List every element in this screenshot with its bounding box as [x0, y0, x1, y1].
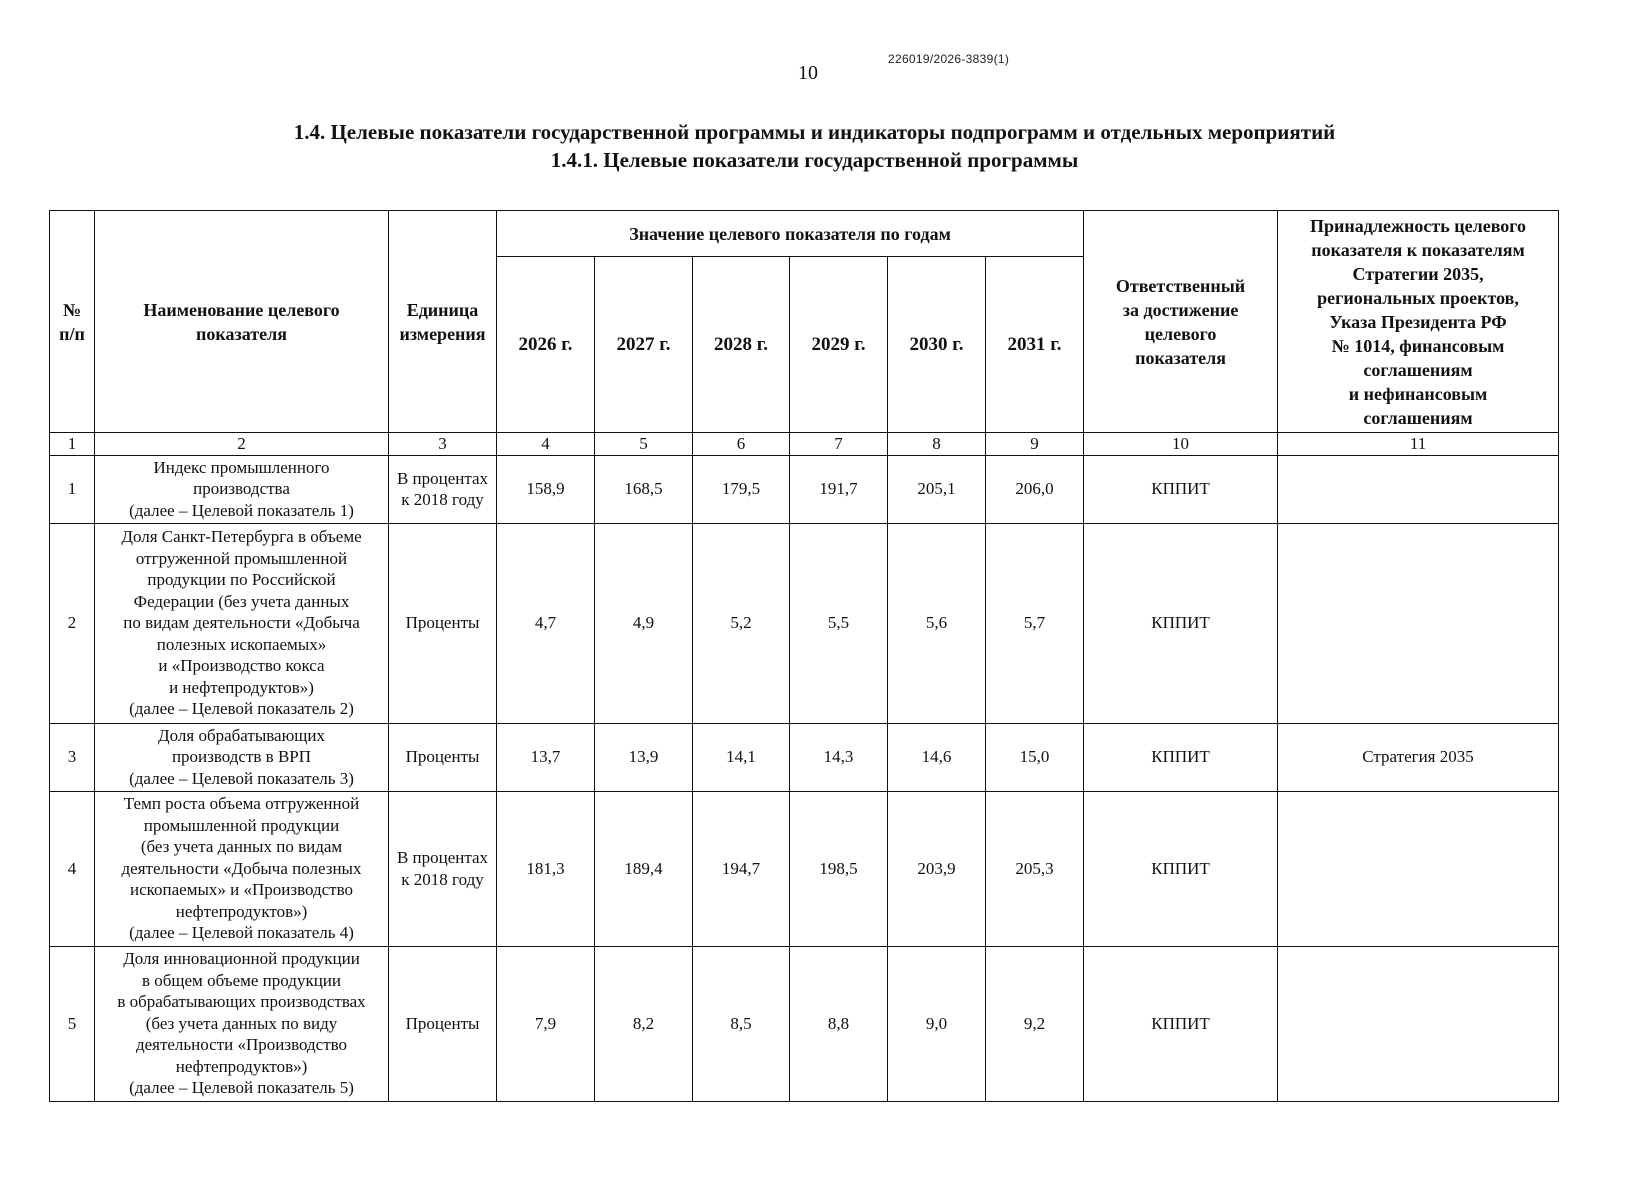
column-number: 10	[1084, 433, 1278, 456]
value-2031: 206,0	[986, 455, 1084, 523]
table-row	[50, 723, 1559, 791]
column-number: 2	[95, 433, 389, 456]
row-number: 5	[50, 946, 95, 1101]
column-number: 8	[888, 433, 986, 456]
column-number: 4	[497, 433, 595, 456]
value-2027: 13,9	[595, 723, 693, 791]
header-year: 2028 г.	[693, 257, 790, 433]
header-row-number: № п/п	[50, 211, 95, 433]
indicator-name: Индекс промышленного производства (далее – Целевой показатель 1)	[95, 455, 389, 523]
value-2027: 168,5	[595, 455, 693, 523]
header-indicator-name: Наименование целевого показателя	[95, 211, 389, 433]
value-2029: 14,3	[790, 723, 888, 791]
row-number: 3	[50, 723, 95, 791]
value-2030: 9,0	[888, 946, 986, 1101]
column-numbers-row	[50, 433, 1559, 456]
indicator-unit: Проценты	[389, 523, 497, 723]
column-number: 5	[595, 433, 693, 456]
column-number: 9	[986, 433, 1084, 456]
header-year: 2027 г.	[595, 257, 693, 433]
value-2029: 191,7	[790, 455, 888, 523]
indicator-name: Доля Санкт-Петербурга в объеме отгруженной промышленной продукции по Российской Федерации (без учета данных по видам деятельности «Добыча полезных ископаемых» и «Производство кокса и нефтепродуктов») (далее – Целевой показатель 2)	[95, 523, 389, 723]
affiliation	[1278, 791, 1559, 946]
value-2029: 5,5	[790, 523, 888, 723]
column-number: 3	[389, 433, 497, 456]
column-number: 6	[693, 433, 790, 456]
column-number: 1	[50, 433, 95, 456]
document-registration-code: 226019/2026-3839(1)	[888, 52, 1010, 66]
value-2031: 5,7	[986, 523, 1084, 723]
row-number: 4	[50, 791, 95, 946]
value-2027: 189,4	[595, 791, 693, 946]
indicator-unit: Проценты	[389, 946, 497, 1101]
value-2029: 198,5	[790, 791, 888, 946]
responsible-body: КППИТ	[1084, 791, 1278, 946]
table-row	[50, 791, 1559, 946]
indicator-name: Доля инновационной продукции в общем объеме продукции в обрабатывающих производствах (без учета данных по виду деятельности «Производство нефтепродуктов») (далее – Целевой показатель 5)	[95, 946, 389, 1101]
affiliation: Стратегия 2035	[1278, 723, 1559, 791]
responsible-body: КППИТ	[1084, 455, 1278, 523]
header-values-by-year: Значение целевого показателя по годам	[497, 211, 1084, 257]
affiliation	[1278, 455, 1559, 523]
header-responsible: Ответственный за достижение целевого показателя	[1084, 211, 1278, 433]
responsible-body: КППИТ	[1084, 723, 1278, 791]
affiliation	[1278, 523, 1559, 723]
value-2031: 9,2	[986, 946, 1084, 1101]
header-year: 2029 г.	[790, 257, 888, 433]
value-2028: 5,2	[693, 523, 790, 723]
indicator-unit: В процентах к 2018 году	[389, 791, 497, 946]
responsible-body: КППИТ	[1084, 946, 1278, 1101]
value-2028: 8,5	[693, 946, 790, 1101]
value-2028: 179,5	[693, 455, 790, 523]
responsible-body: КППИТ	[1084, 523, 1278, 723]
indicator-name: Доля обрабатывающих производств в ВРП (далее – Целевой показатель 3)	[95, 723, 389, 791]
value-2027: 8,2	[595, 946, 693, 1101]
header-year: 2030 г.	[888, 257, 986, 433]
value-2030: 205,1	[888, 455, 986, 523]
row-number: 1	[50, 455, 95, 523]
indicator-unit: В процентах к 2018 году	[389, 455, 497, 523]
value-2031: 15,0	[986, 723, 1084, 791]
indicator-unit: Проценты	[389, 723, 497, 791]
page-number: 10	[798, 62, 818, 84]
row-number: 2	[50, 523, 95, 723]
header-year: 2031 г.	[986, 257, 1084, 433]
target-indicators-table	[49, 210, 1559, 1102]
table-row	[50, 523, 1559, 723]
value-2030: 203,9	[888, 791, 986, 946]
value-2031: 205,3	[986, 791, 1084, 946]
value-2029: 8,8	[790, 946, 888, 1101]
value-2026: 7,9	[497, 946, 595, 1101]
value-2026: 181,3	[497, 791, 595, 946]
header-affiliation: Принадлежность целевого показателя к показателям Стратегии 2035, региональных проектов, Указа Президента РФ № 1014, финансовым соглашениям и нефинансовым соглашениям	[1278, 211, 1559, 433]
column-number: 11	[1278, 433, 1559, 456]
value-2026: 158,9	[497, 455, 595, 523]
value-2030: 14,6	[888, 723, 986, 791]
affiliation	[1278, 946, 1559, 1101]
value-2026: 13,7	[497, 723, 595, 791]
value-2027: 4,9	[595, 523, 693, 723]
value-2030: 5,6	[888, 523, 986, 723]
subsection-title: 1.4.1. Целевые показатели государственной программы	[550, 148, 1079, 172]
table-row	[50, 455, 1559, 523]
table-row	[50, 946, 1559, 1101]
value-2028: 194,7	[693, 791, 790, 946]
indicator-name: Темп роста объема отгруженной промышленной продукции (без учета данных по видам деятельности «Добыча полезных ископаемых» и «Производство нефтепродуктов») (далее – Целевой показатель 4)	[95, 791, 389, 946]
value-2028: 14,1	[693, 723, 790, 791]
value-2026: 4,7	[497, 523, 595, 723]
header-year: 2026 г.	[497, 257, 595, 433]
column-number: 7	[790, 433, 888, 456]
section-title: 1.4. Целевые показатели государственной программы и индикаторы подпрограмм и отдельных мероприятий	[293, 120, 1336, 144]
header-unit: Единица измерения	[389, 211, 497, 433]
